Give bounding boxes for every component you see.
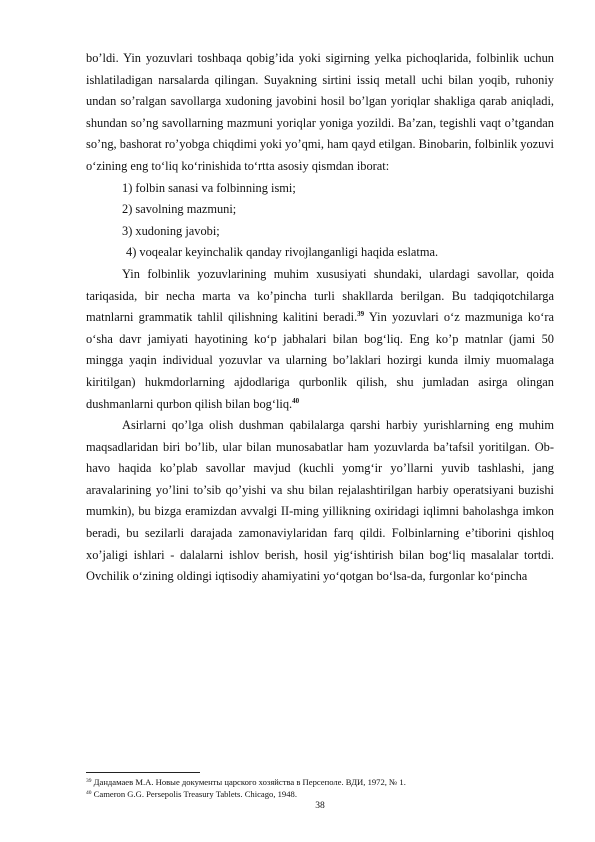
paragraph-3: Asirlarni qo’lga olish dushman qabilalarga qarshi harbiy yurishlarning eng muhim maqsadlaridan biri bo’lib, ular bilan munosabatlar ham yozuvlarda ba’tafsil yoritilgan. Ob-havo haqida ko’plab savollar mavjud (kuchli yomg‘ir yo’llarni yuvib tashlashi, jang aravalarining yo’lini to’sib qo’yishi va shu bilan rejalashtirilgan harbiy operatsiyani buzishi mumkin), bu bizga eramizdan avvalgi II-ming yillikning oxiridagi iqlimni baholashga imkon beradi, bu sezilarli darajada zamonaviylaridan farq qildi. Folbinlarning e’tiborini qishloq xo’jaligi ishlari - dalalarni ishlov berish, hosil yig‘ishtirish bilan bog‘liq masalalar tortdi. Ovchilik o‘zining oldingi iqtisodiy ahamiyatini yo‘qotgan bo‘lsa-da, furgonlar ko‘pincha [86, 418, 554, 584]
footnotes [86, 776, 556, 801]
page-number: 38 [315, 800, 325, 811]
footnote-text: Cameron G.G. Persepolis Treasury Tablets. Chicago, 1948. [91, 789, 297, 800]
list-item-4: 4) voqealar keyinchalik qanday rivojlanganligi haqida eslatma. [126, 245, 439, 260]
paragraph-2-continued: Yin yozuvlari o‘z mazmuniga ko‘ra o‘sha davr jamiyati hayotining ko‘p jabhalari bilan bog‘liq. Eng ko’p matnlar (jami 50 mingga yaqin individual yozuvlar va ularning bo’laklari hozirgi kunda ilmiy muomalaga kiritilgan) hukmdorlarning ajdodlariga qurbonlik qilish, shu jumladan asirga olingan dushmanlarni qurbon qilish bilan bog‘liq. [86, 310, 554, 411]
paragraph-2-text: Yin folbinlik yozuvlarining muhim xususiyati shundaki, ulardagi savollar, qoida tariqasida, bir necha marta va ko’pincha turli shakllarda berilgan. Bu tadqiqotchilarga matnlarni grammatik tahlil qilishning kalitini beradi. [86, 266, 554, 325]
paragraph-1: bo’ldi. Yin yozuvlari toshbaqa qobig’ida yoki sigirning yelka pichoqlarida, folbinlik uchun ishlatiladigan narsalarda qilingan. Suyakning sirtini issiq metall uchi bilan yoqib, ruhoniy undan so’ralgan savollarga xudoning javobini hosil bo’lgan yoriqlar shakliga qarab aniqladi, shundan so’ng savollarning mazmuni yoriqlar yoniga yozildi. Ba’zan, tegishli vaqt o’tgandan so’ng, bashorat ro’yobga chiqdimi yoki yo’qmi, ham qayd etilgan. Binobarin, folbinlik yozuvi o‘zining eng to‘liq ko‘rinishida to‘rtta asosiy qismdan iborat: [86, 51, 554, 173]
footnote-ref-40[interactable]: 40 [292, 396, 300, 405]
footnote-39 [86, 776, 556, 788]
paragraph-2 [86, 264, 554, 415]
footnote-ref-39[interactable]: 39 [357, 310, 365, 319]
list-item-1: 1) folbin sanasi va folbinning ismi; [122, 180, 296, 195]
main-text [86, 48, 554, 588]
footnote-number: 40 [86, 790, 92, 797]
footnote-number: 39 [86, 778, 92, 784]
list-item-3: 3) xudoning javobi; [122, 223, 220, 238]
footnote-text: Дандамаев М.А. Новые документы царского хозяйства в Персеполе. ВДИ, 1972, № 1. [91, 777, 406, 787]
footnote-40 [86, 788, 556, 800]
footnote-divider [86, 772, 200, 773]
list-item-2: 2) savolning mazmuni; [122, 202, 237, 217]
